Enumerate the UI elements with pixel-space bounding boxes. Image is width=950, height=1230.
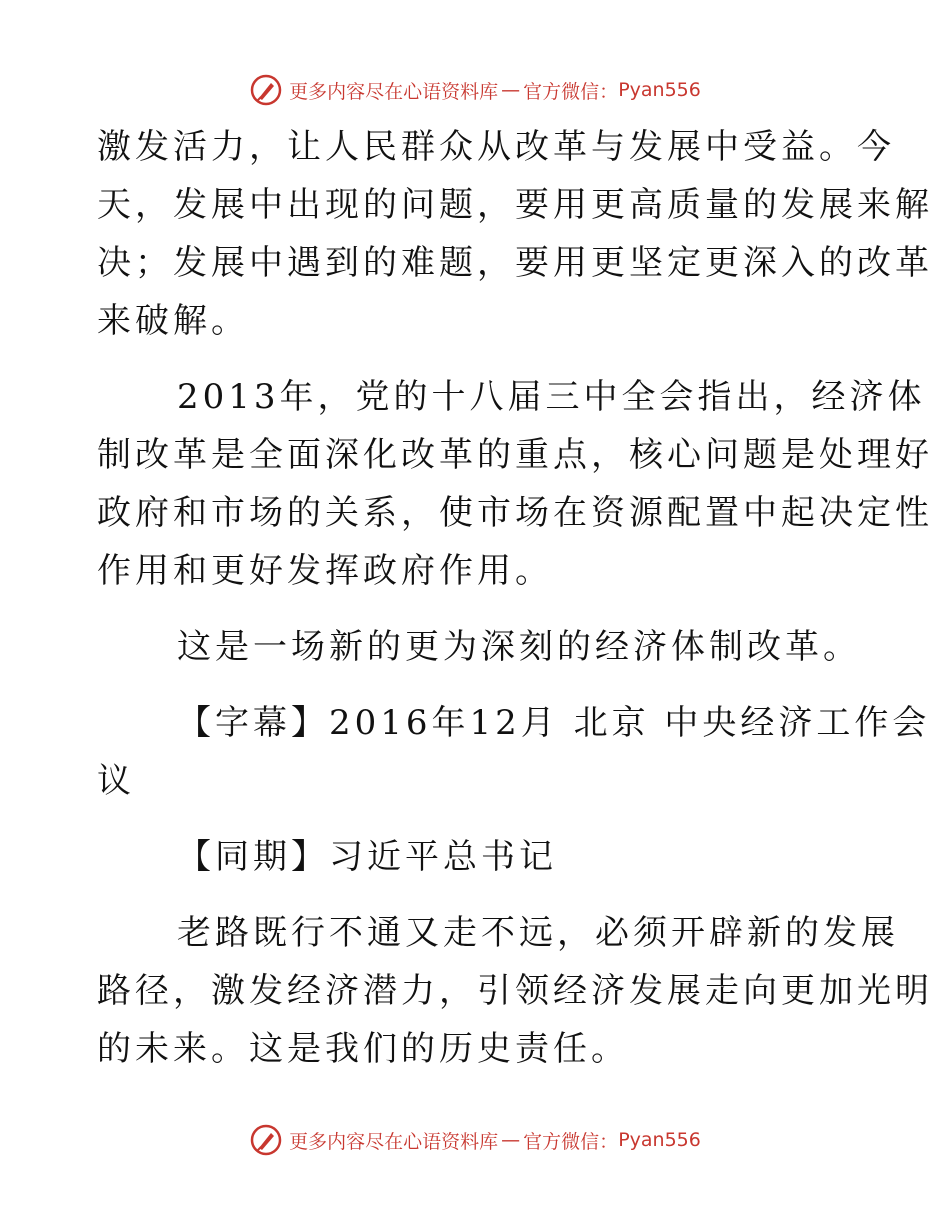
text-line: 政府和市场的关系，使市场在资源配置中起决定性 <box>97 493 933 533</box>
watermark-dash: — <box>501 79 521 101</box>
watermark-text: 更多内容尽在心语资料库 <box>289 80 499 103</box>
watermark-wechat-id: Pyan556 <box>618 79 701 101</box>
text-line: 老路既行不通又走不远，必须开辟新的发展 <box>177 913 899 953</box>
text-line: 这是一场新的更为深刻的经济体制改革。 <box>177 627 861 667</box>
header-watermark <box>0 72 950 108</box>
watermark-wechat-label: 官方微信： <box>523 1130 619 1153</box>
text-line: 议 <box>97 761 135 801</box>
watermark-text: 更多内容尽在心语资料库 <box>289 1130 499 1153</box>
watermark-wechat-id: Pyan556 <box>618 1129 701 1151</box>
text-line: 决；发展中遇到的难题，要用更坚定更深入的改革 <box>97 243 933 283</box>
watermark-dash: — <box>501 1129 521 1151</box>
text-line: 作用和更好发挥政府作用。 <box>97 551 553 591</box>
footer-watermark <box>0 1122 950 1158</box>
text-line: 来破解。 <box>97 301 249 341</box>
quill-logo-icon <box>249 1123 283 1157</box>
text-line: 制改革是全面深化改革的重点，核心问题是处理好 <box>97 435 933 475</box>
document-body <box>97 118 933 1078</box>
watermark-wechat-label: 官方微信： <box>523 80 619 103</box>
text-line: 天，发展中出现的问题，要用更高质量的发展来解 <box>97 185 933 225</box>
text-line: 【字幕】2016年12月 北京 中央经济工作会 <box>177 703 931 743</box>
text-line: 2013年，党的十八届三中全会指出，经济体 <box>177 377 926 417</box>
text-line: 的未来。这是我们的历史责任。 <box>97 1029 629 1069</box>
quill-logo-icon <box>249 73 283 107</box>
text-line: 路径，激发经济潜力，引领经济发展走向更加光明 <box>97 971 933 1011</box>
text-line: 激发活力，让人民群众从改革与发展中受益。今 <box>97 127 895 167</box>
text-line: 【同期】习近平总书记 <box>177 837 557 877</box>
